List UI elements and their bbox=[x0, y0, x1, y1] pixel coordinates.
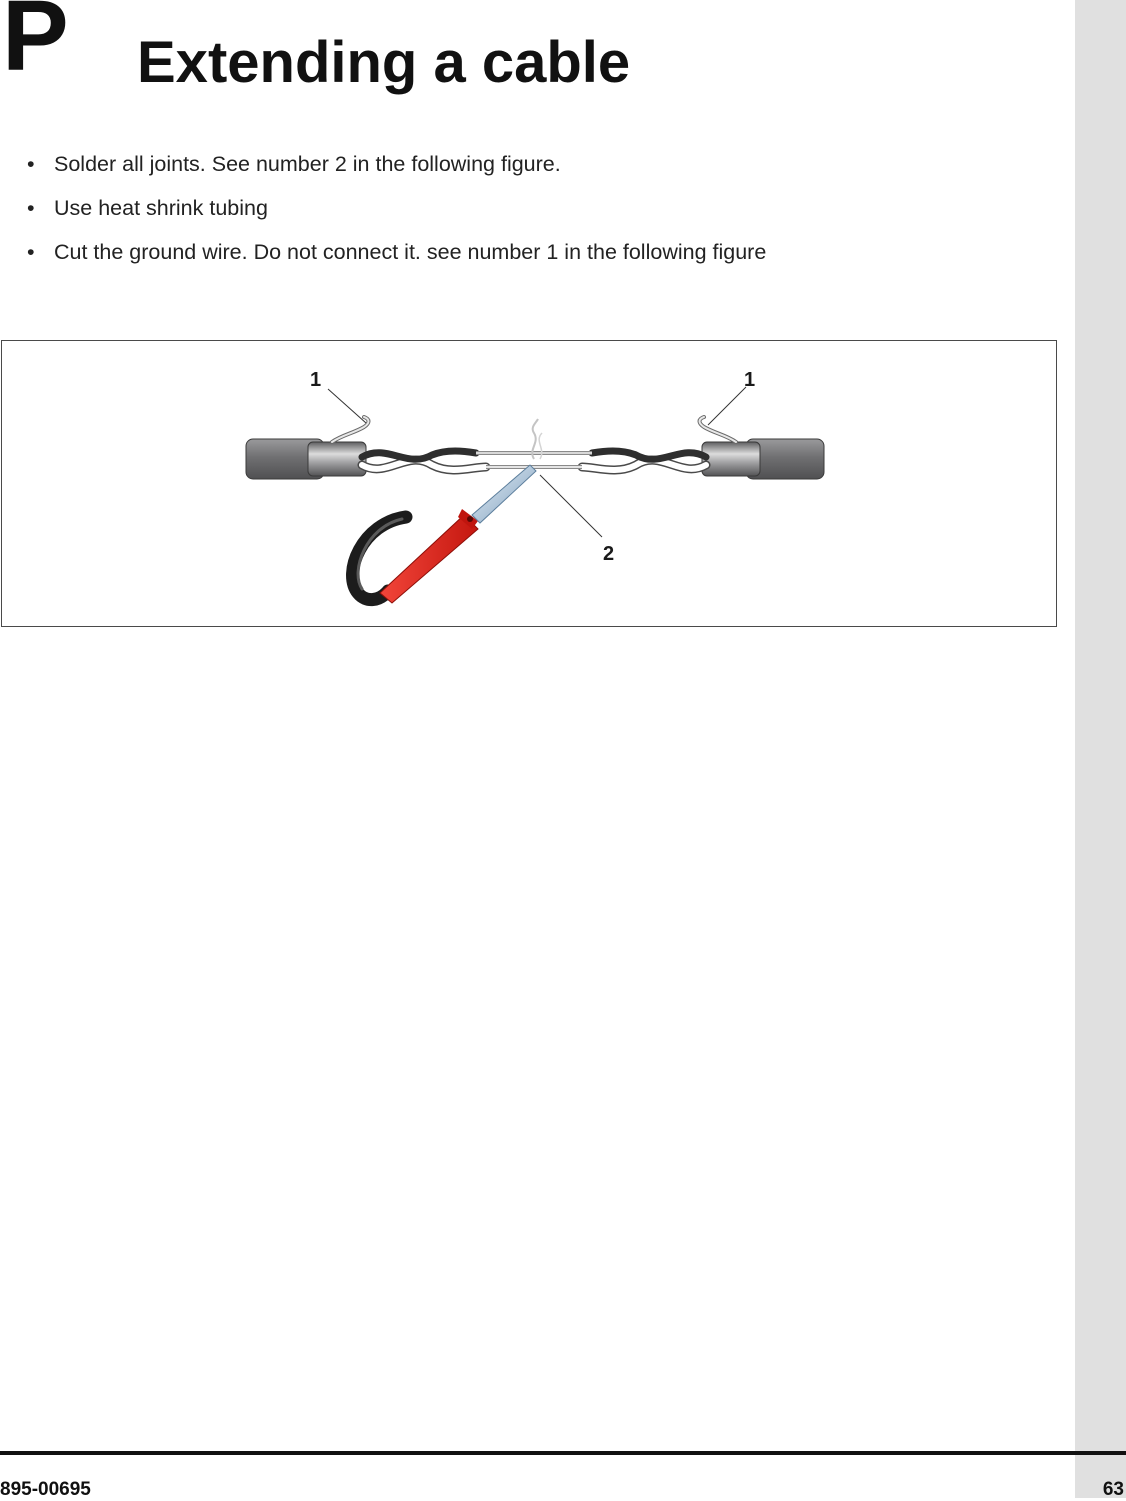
leader-line-right bbox=[708, 387, 746, 425]
bullet-text: Solder all joints. See number 2 in the following figure. bbox=[54, 152, 561, 176]
page-number: 63 bbox=[1102, 1479, 1124, 1500]
left-cable-shield bbox=[308, 442, 366, 476]
bullet-text: Cut the ground wire. Do not connect it. see number 1 in the following figure bbox=[54, 240, 767, 264]
footer-rule bbox=[0, 1451, 1126, 1455]
document-number: 895-00695 bbox=[0, 1479, 91, 1500]
side-margin-band bbox=[1075, 0, 1126, 1498]
right-cable-shield bbox=[702, 442, 760, 476]
right-black-conductor bbox=[592, 451, 706, 459]
left-black-conductor bbox=[362, 451, 476, 459]
callout-1-right: 1 bbox=[744, 369, 756, 391]
bullet-mark: • bbox=[27, 196, 35, 220]
soldering-iron bbox=[353, 465, 536, 603]
soldering-iron-tip bbox=[472, 465, 536, 523]
right-cable bbox=[582, 417, 824, 479]
bullet-mark: • bbox=[27, 240, 35, 264]
bullet-mark: • bbox=[27, 152, 35, 176]
appendix-letter: P bbox=[2, 0, 69, 92]
callout-1-left: 1 bbox=[310, 369, 322, 391]
soldering-iron-handle bbox=[380, 515, 478, 603]
leader-line-left bbox=[328, 389, 366, 423]
cable-splice-illustration bbox=[2, 341, 1056, 626]
leader-line-center bbox=[540, 475, 602, 537]
cable-extension-figure bbox=[1, 340, 1057, 627]
solder-joint bbox=[476, 419, 592, 467]
page-title: Extending a cable bbox=[137, 30, 631, 95]
bullet-text: Use heat shrink tubing bbox=[54, 196, 268, 220]
left-cable bbox=[246, 417, 486, 479]
callout-2: 2 bbox=[603, 543, 615, 565]
